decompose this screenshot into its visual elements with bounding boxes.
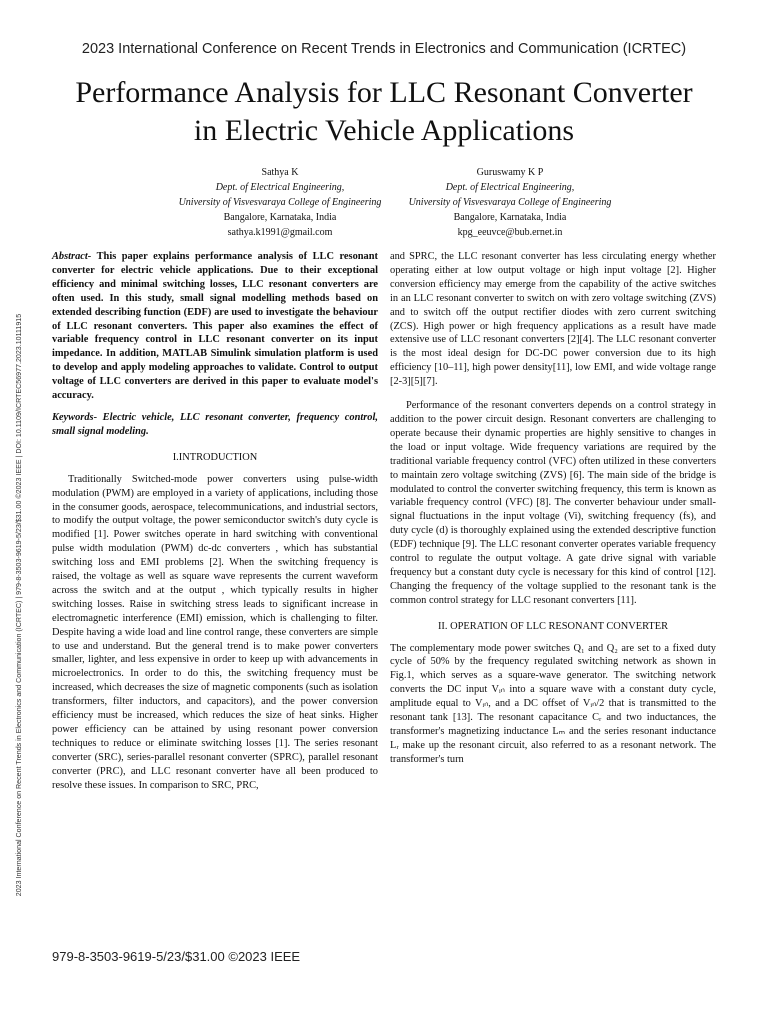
author-name: Sathya K bbox=[261, 167, 299, 178]
section-heading-introduction: I.INTRODUCTION bbox=[172, 451, 258, 463]
author-university: University of Visvesvaraya College of Engineering bbox=[178, 197, 382, 208]
title-line-1: Performance Analysis for LLC Resonant Converter bbox=[75, 76, 693, 109]
author-dept: Dept. of Electrical Engineering, bbox=[445, 182, 575, 193]
author-block-2 bbox=[360, 165, 660, 240]
copyright-footer: 979-8-3503-9619-5/23/$31.00 ©2023 IEEE bbox=[52, 949, 301, 964]
paragraph-operation: The complementary mode power switches Q₁ and Q₂ are set to a fixed duty cycle of 50% by the frequency regulated switching network as shown in Fig.1, which serves as a square-wave generator. The switching network converts the DC input Vᵢₙ into a square wave with a constant duty cycle, amplitude equal to Vᵢₙ, and a DC offset of Vᵢₙ/2 that is transmitted to the resonant tank [13]. The resonant capacitance Cᵣ and two inductances, the transformer's magnetizing inductance Lₘ and the series resonant inductance Lᵣ make up the resonant circuit, also referred to as a resonant network. The transformer's turn bbox=[390, 642, 716, 765]
section-heading-operation: II. OPERATION OF LLC RESONANT CONVERTER bbox=[437, 620, 669, 632]
author-email[interactable]: kpg_eeuvce@bub.ernet.in bbox=[457, 227, 563, 238]
paragraph-control-strategy: Performance of the resonant converters depends on a control strategy in addition to the power circuit design. Resonant converters are challenging to operate because their dynamic properties are highly sensitive to changes in the load or input voltage. Wide frequency variations are required by the traditional variable frequency control (VFC) often utilized in these converters to maintain zero voltage switching (ZVS) [6]. The main side of the bridge is modulated to control the converter switching frequency, this term is known as variable frequency control (VFC) [8]. The converter behaviour under small-signal fluctuations in the input voltage (Vi), switching frequency (fs), and duty cycle (d) is thoroughly explained using the extended descriptive function (EDF) technique [9]. The LLC resonant converter operates variable frequency control to regulate the output voltage. A gate drive signal with variable frequency but a constant duty cycle is necessary for this kind of control [12]. Changing the frequency of the voltage supplied to the resonant tank is the common control strategy for LLC resonant converters [11]. bbox=[390, 400, 716, 606]
intro-paragraph: Traditionally Switched-mode power converters using pulse-width modulation (PWM) are employed in a variety of applications, including those in the consumer goods, aerospace, telecommunications, and industrial sectors, to modify the output voltage, the power semiconductor switch's duty cycle is modified [1]. Power switches operate in hard switching with conventional pulse width modulation (PWM) dc-dc converters , which has substantial switching loss and EMI problems [2]. When the switching frequency is raised, the voltage as well as square wave represents the current waveform across the switch and at the output , which typically results in higher switching losses. Raise in switching stress leads to significant increase in electromagnetic interference (EMI) emission, which is challenging to filter. Despite having a wide load and line control range, these converters are simple to use and understand. But the general trend is to make power converters smaller, lighter, and less expensive in order to keep up with advancements in microelectronics. In order to do this, the switching frequency must be increased, which decreases the size of magnetic components (such as isolation transformers, filter inductors, and capacitors), and the power conversion efficiency must be increased, which reduces the size of heat sinks. Higher power efficiency can be attained by using resonant power conversion techniques to reduce or eliminate switching losses [1]. The series resonant converter (SRC), series-parallel resonant converter (SPRC), parallel resonant converter (PRC), and LLC resonant converter have all been produced to resolve these issues. In comparison to SRC, PRC, bbox=[52, 473, 378, 791]
abstract-text: This paper explains performance analysis of LLC resonant converter for electric vehicle applications. Due to their exceptional efficiency and minimal switching losses, LLC resonant converters are often used. In this study, small signal modelling methods based on extended describing function (EDF) are used to investigate the behaviour of LLC resonant converters. This paper also examines the effect of variable frequency control in LLC resonant converter on its input impedance. In addition, MATLAB Simulink simulation platform is used to develop and apply modeling approaches to validate. Control to output voltage of LLC converters are derived in this paper to evaluate model's accuracy. bbox=[52, 251, 378, 402]
left-column bbox=[52, 250, 378, 793]
author-location: Bangalore, Karnataka, India bbox=[453, 212, 567, 223]
author-name: Guruswamy K P bbox=[476, 167, 544, 178]
keywords: Keywords- Electric vehicle, LLC resonant converter, frequency control, small signal modeling. bbox=[52, 411, 378, 437]
author-location: Bangalore, Karnataka, India bbox=[223, 212, 337, 223]
conference-header: 2023 International Conference on Recent Trends in Electronics and Communication (ICRTEC) bbox=[81, 41, 687, 57]
doi-sidebar-text: 2023 International Conference on Recent Trends in Electronics and Communication (ICRTEC) | 979-8-3503-9619-5/23/$31.00 ©2023 IEEE | DOI: 10.1109/ICRTEC56977.2023.10111915 bbox=[15, 313, 23, 897]
paragraph-continuation: and SPRC, the LLC resonant converter has less circulating energy whether operating either at low output voltage or high input voltage [2]. Higher conversion efficiency may emerge from the capability of the active switches in an LLC resonant converter to switch on with zero voltage switching (ZVS) and to switch off the output rectifier diodes with zero current switching (ZCS). High power or high frequency applications as a result have made extensive use of LLC resonant converters [2][4]. The LLC resonant converter is the most ideal design for DC-DC power conversion due to its high efficiency [10–11], high power density[11], low EMI, and wide voltage range [2-3][5][7]. bbox=[390, 251, 716, 388]
doi-sidebar bbox=[10, 230, 28, 980]
abstract bbox=[52, 250, 378, 403]
paper-title bbox=[40, 74, 728, 150]
abstract-lead: Abstract- bbox=[52, 251, 92, 262]
title-line-2: in Electric Vehicle Applications bbox=[193, 114, 575, 147]
author-email[interactable]: sathya.k1991@gmail.com bbox=[227, 227, 333, 238]
author-university: University of Visvesvaraya College of Engineering bbox=[408, 197, 612, 208]
author-dept: Dept. of Electrical Engineering, bbox=[215, 182, 345, 193]
right-column bbox=[390, 250, 716, 767]
